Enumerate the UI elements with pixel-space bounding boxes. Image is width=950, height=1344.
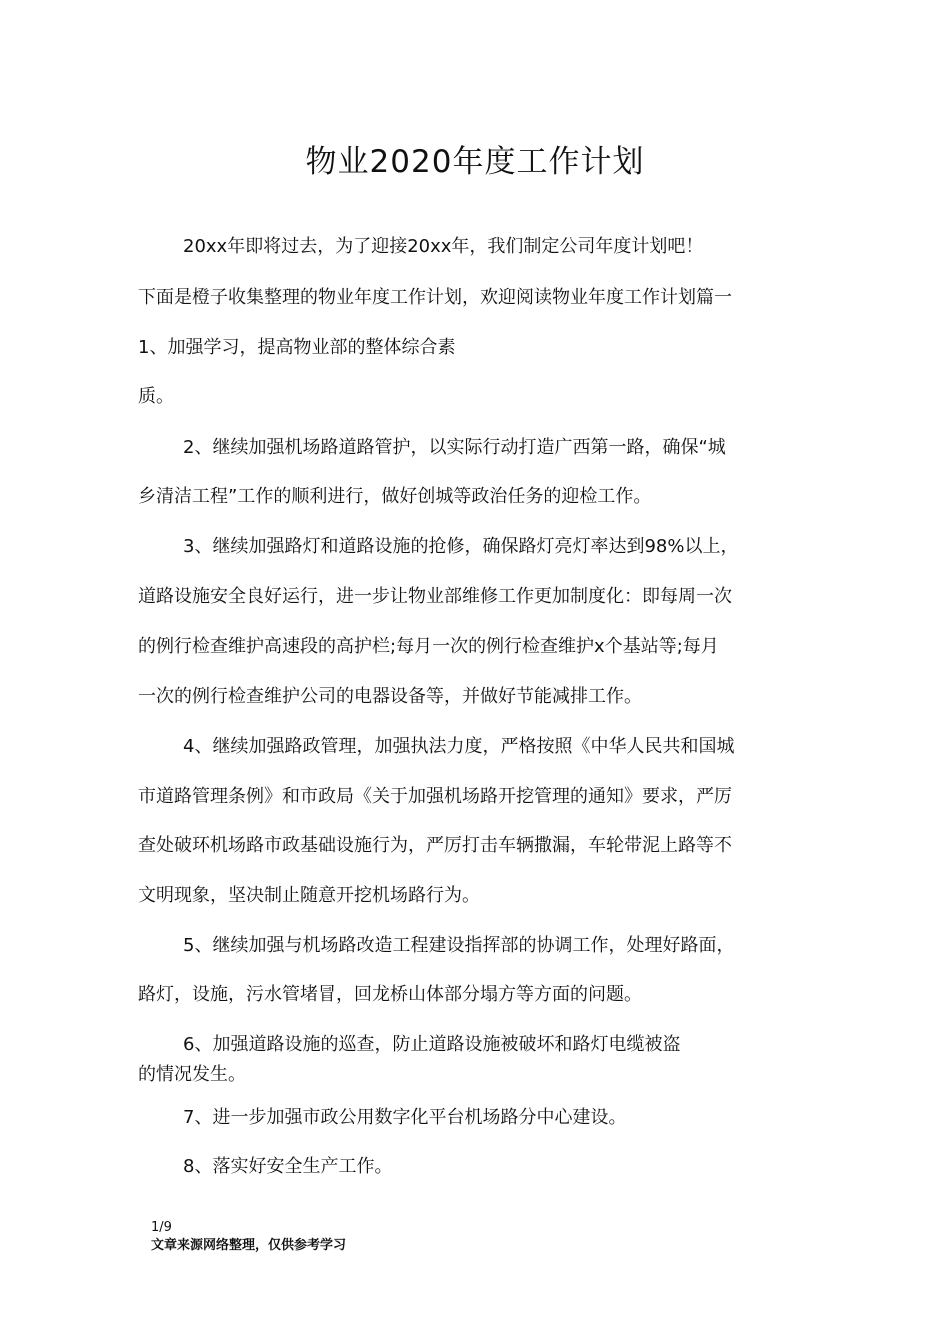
footer-note: 文章来源网络整理，仅供参考学习 [151, 1238, 347, 1253]
paragraph-line: 道路设施安全良好运行，进一步让物业部维修工作更加制度化：即每周一次 [138, 586, 732, 607]
paragraph-line: 8、落实好安全生产工作。 [183, 1156, 393, 1177]
paragraph-line: 7、进一步加强市政公用数字化平台机场路分中心建设。 [183, 1107, 627, 1128]
page-number: 1/9 [151, 1220, 172, 1235]
paragraph-line: 文明现象，坚决制止随意开挖机场路行为。 [138, 885, 480, 906]
paragraph-line: 6、加强道路设施的巡查，防止道路设施被破坏和路灯电缆被盗 [183, 1034, 681, 1055]
paragraph-line: 2、继续加强机场路道路管护，以实际行动打造广西第一路，确保“城 [183, 437, 726, 458]
paragraph-line: 质。 [138, 386, 174, 407]
paragraph-line: 5、继续加强与机场路改造工程建设指挥部的协调工作，处理好路面， [183, 935, 735, 956]
paragraph-line: 1、加强学习，提高物业部的整体综合素 [138, 337, 456, 358]
paragraph-line: 4、继续加强路政管理，加强执法力度，严格按照《中华人民共和国城 [183, 736, 735, 757]
paragraph-line: 一次的例行检查维护公司的电器设备等，并做好节能减排工作。 [138, 686, 642, 707]
document-title: 物业2020年度工作计划 [305, 144, 645, 180]
paragraph-line: 20xx年即将过去，为了迎接20xx年，我们制定公司年度计划吧！ [183, 236, 704, 257]
paragraph-line: 查处破环机场路市政基础设施行为，严厉打击车辆撒漏，车轮带泥上路等不 [138, 835, 732, 856]
paragraph-line: 下面是橙子收集整理的物业年度工作计划，欢迎阅读物业年度工作计划篇一 [138, 287, 732, 308]
paragraph-line: 乡清洁工程”工作的顺利进行，做好创城等政治任务的迎检工作。 [138, 486, 652, 507]
paragraph-line: 路灯，设施，污水管堵冒，回龙桥山体部分塌方等方面的问题。 [138, 984, 642, 1005]
paragraph-line: 3、继续加强路灯和道路设施的抢修，确保路灯亮灯率达到98%以上， [183, 536, 739, 557]
paragraph-line: 的例行检查维护高速段的高护栏;每月一次的例行检查维护x个基站等;每月 [138, 636, 719, 657]
paragraph-line: 市道路管理条例》和市政局《关于加强机场路开挖管理的通知》要求，严厉 [138, 786, 732, 807]
paragraph-line: 的情况发生。 [138, 1064, 246, 1085]
